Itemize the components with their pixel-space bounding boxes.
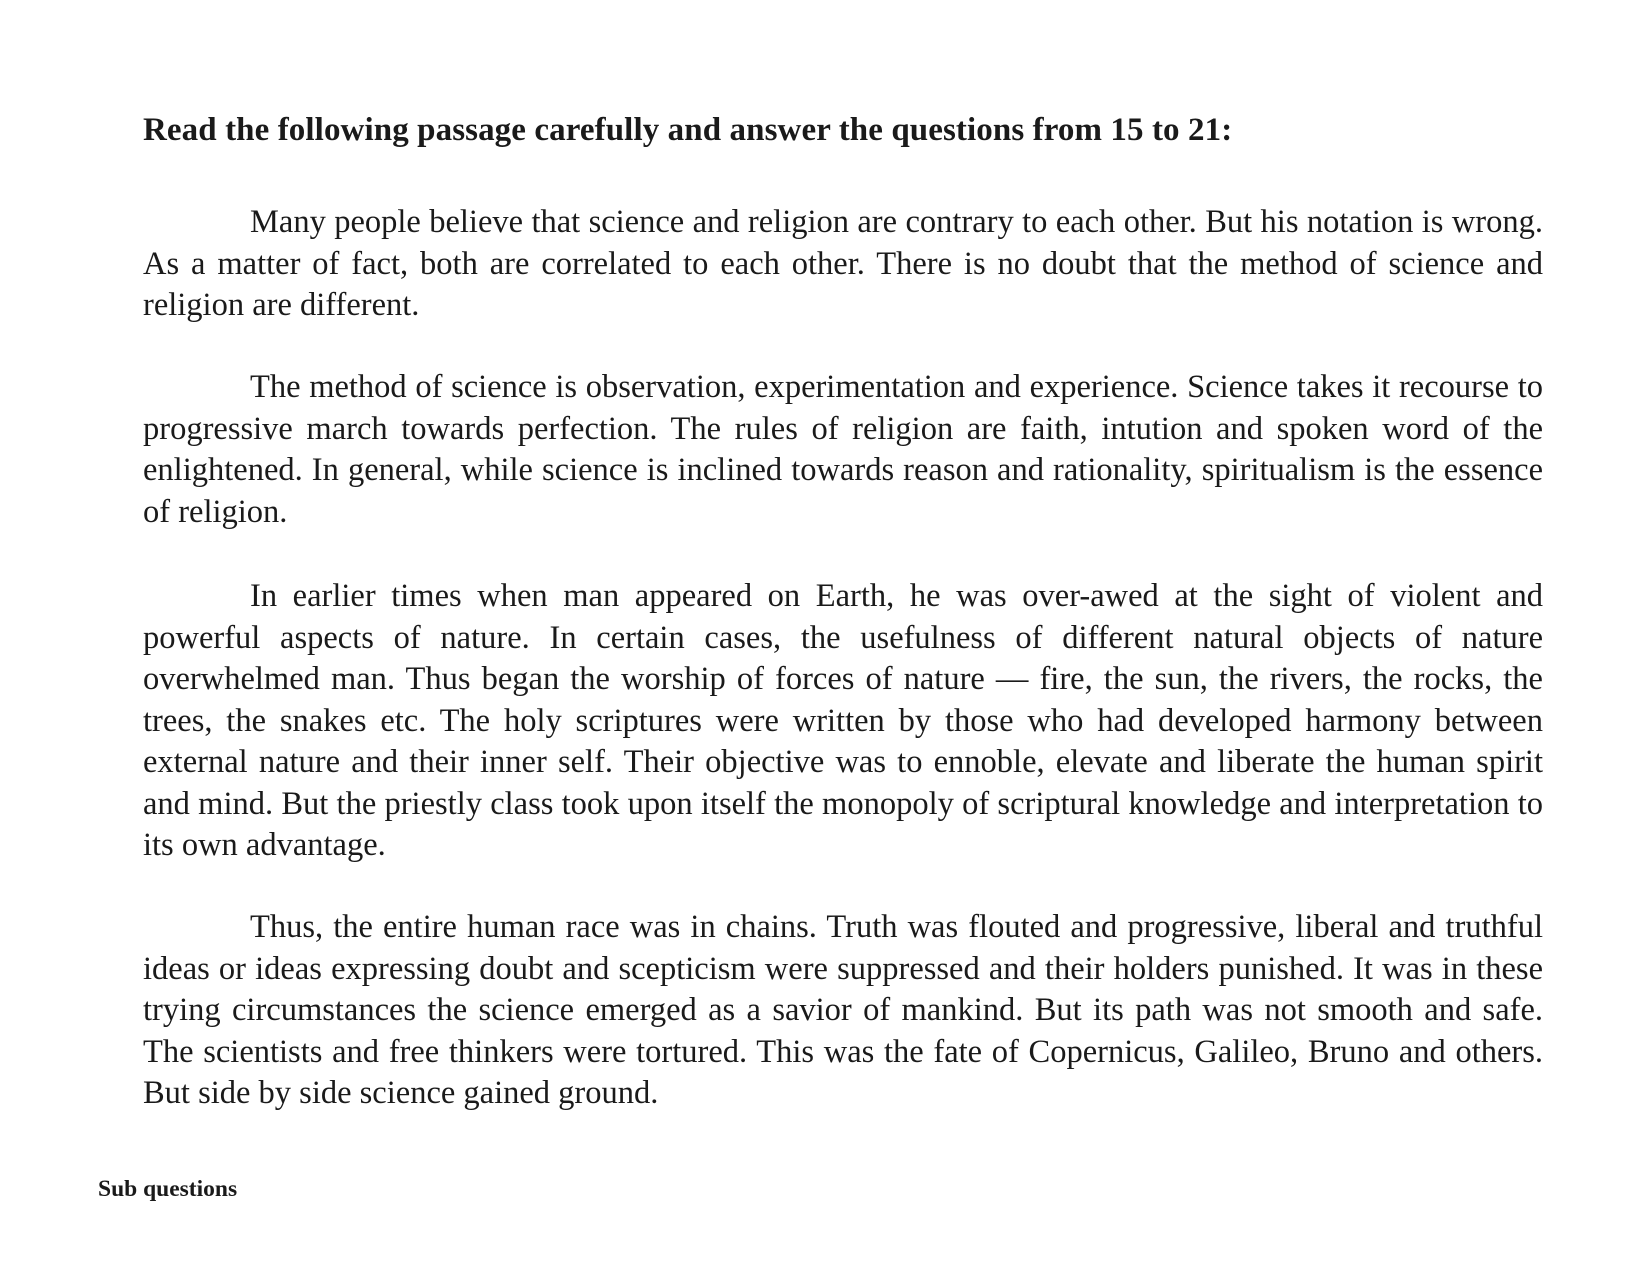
passage-instructions-heading: Read the following passage carefully and answer the questions from 15 to 21: bbox=[143, 112, 1233, 148]
passage-paragraph-1: Many people believe that science and religion are contrary to each other. But his notation is wrong. As a matter of fact, both are correlated to each other. There is no doubt that the method of science and religion are different. bbox=[143, 204, 1543, 323]
sub-questions-label: Sub questions bbox=[98, 1176, 238, 1202]
passage-paragraph-2: The method of science is observation, experimentation and experience. Science takes it recourse to progressive march towards perfection. The rules of religion are faith, intution and spoken word of the enlightened. In general, while science is inclined towards reason and rationality, spiritualism is the essence of religion. bbox=[143, 369, 1543, 530]
passage-paragraph-4: Thus, the entire human race was in chains. Truth was flouted and progressive, liberal and truthful ideas or ideas expressing doubt and scepticism were suppressed and their holders punished. It was in these trying circumstances the science emerged as a savior of mankind. But its path was not smooth and safe. The scientists and free thinkers were tortured. This was the fate of Copernicus, Galileo, Bruno and others. But side by side science gained ground. bbox=[143, 909, 1543, 1111]
passage-paragraph-3: In earlier times when man appeared on Earth, he was over-awed at the sight of violent and powerful aspects of nature. In certain cases, the usefulness of different natural objects of nature overwhelmed man. Thus began the worship of forces of nature — fire, the sun, the rivers, the rocks, the trees, the snakes etc. The holy scriptures were written by those who had developed harmony between external nature and their inner self. Their objective was to ennoble, elevate and liberate the human spirit and mind. But the priestly class took upon itself the monopoly of scriptural knowledge and interpretation to its own advantage. bbox=[143, 578, 1543, 863]
